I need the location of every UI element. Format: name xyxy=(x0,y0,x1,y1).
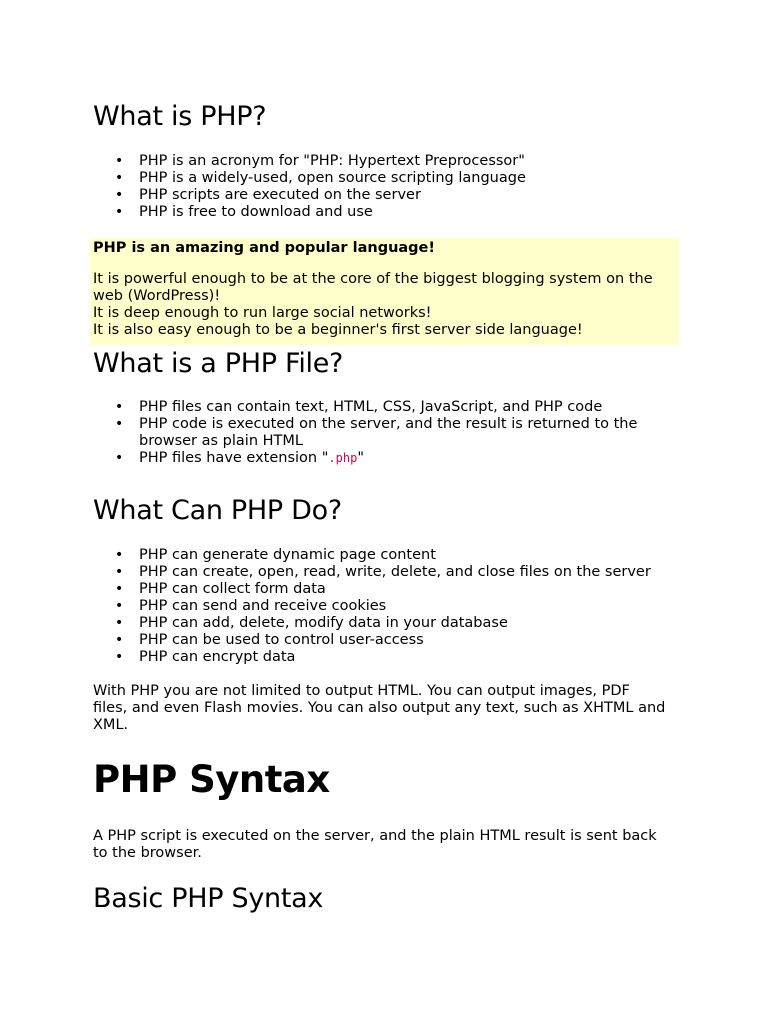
list-item: • PHP can be used to control user-access xyxy=(139,632,683,649)
php-intro-list xyxy=(93,153,683,221)
list-item: • PHP is free to download and use xyxy=(139,204,683,221)
list-item: • PHP code is executed on the server, and the result is returned to the browser as plain HTML xyxy=(139,416,679,450)
note-heading: PHP is an amazing and popular language! xyxy=(93,240,436,256)
heading-basic-php-syntax: Basic PHP Syntax xyxy=(93,883,324,914)
highlight-note-box xyxy=(90,238,679,345)
document-content xyxy=(93,100,683,916)
list-item: • PHP files can contain text, HTML, CSS, JavaScript, and PHP code xyxy=(139,399,679,416)
php-capabilities-list xyxy=(93,547,683,666)
heading-what-can-php-do: What Can PHP Do? xyxy=(93,495,342,526)
php-extension-code: .php xyxy=(328,451,358,465)
list-item: • PHP can collect form data xyxy=(139,581,683,598)
heading-what-is-php-file: What is a PHP File? xyxy=(93,348,344,379)
list-item: • PHP can add, delete, modify data in your database xyxy=(139,615,683,632)
php-syntax-paragraph: A PHP script is executed on the server, and the plain HTML result is sent back to the browser. xyxy=(93,828,657,861)
extension-text-end: " xyxy=(357,450,364,466)
list-item: • PHP is an acronym for "PHP: Hypertext Preprocessor" xyxy=(139,153,683,170)
php-output-paragraph: With PHP you are not limited to output HTML. You can output images, PDF files, and even Flash movies. You can also output any text, such as XHTML and XML. xyxy=(93,683,666,733)
list-item xyxy=(139,450,679,467)
list-item: • PHP can create, open, read, write, delete, and close files on the server xyxy=(139,564,683,581)
heading-php-syntax: PHP Syntax xyxy=(93,758,330,801)
php-file-list xyxy=(93,399,679,467)
note-line: It is powerful enough to be at the core of the biggest blogging system on the web (WordPress)! xyxy=(93,271,653,304)
list-item: • PHP scripts are executed on the server xyxy=(139,187,683,204)
note-line: It is deep enough to run large social networks! xyxy=(93,305,432,321)
list-item: • PHP can send and receive cookies xyxy=(139,598,683,615)
list-item: • PHP can generate dynamic page content xyxy=(139,547,683,564)
list-item: • PHP is a widely-used, open source scripting language xyxy=(139,170,683,187)
note-line: It is also easy enough to be a beginner's first server side language! xyxy=(93,322,583,338)
list-item: • PHP can encrypt data xyxy=(139,649,683,666)
heading-what-is-php: What is PHP? xyxy=(93,101,267,132)
extension-text: PHP files have extension " xyxy=(139,450,329,466)
